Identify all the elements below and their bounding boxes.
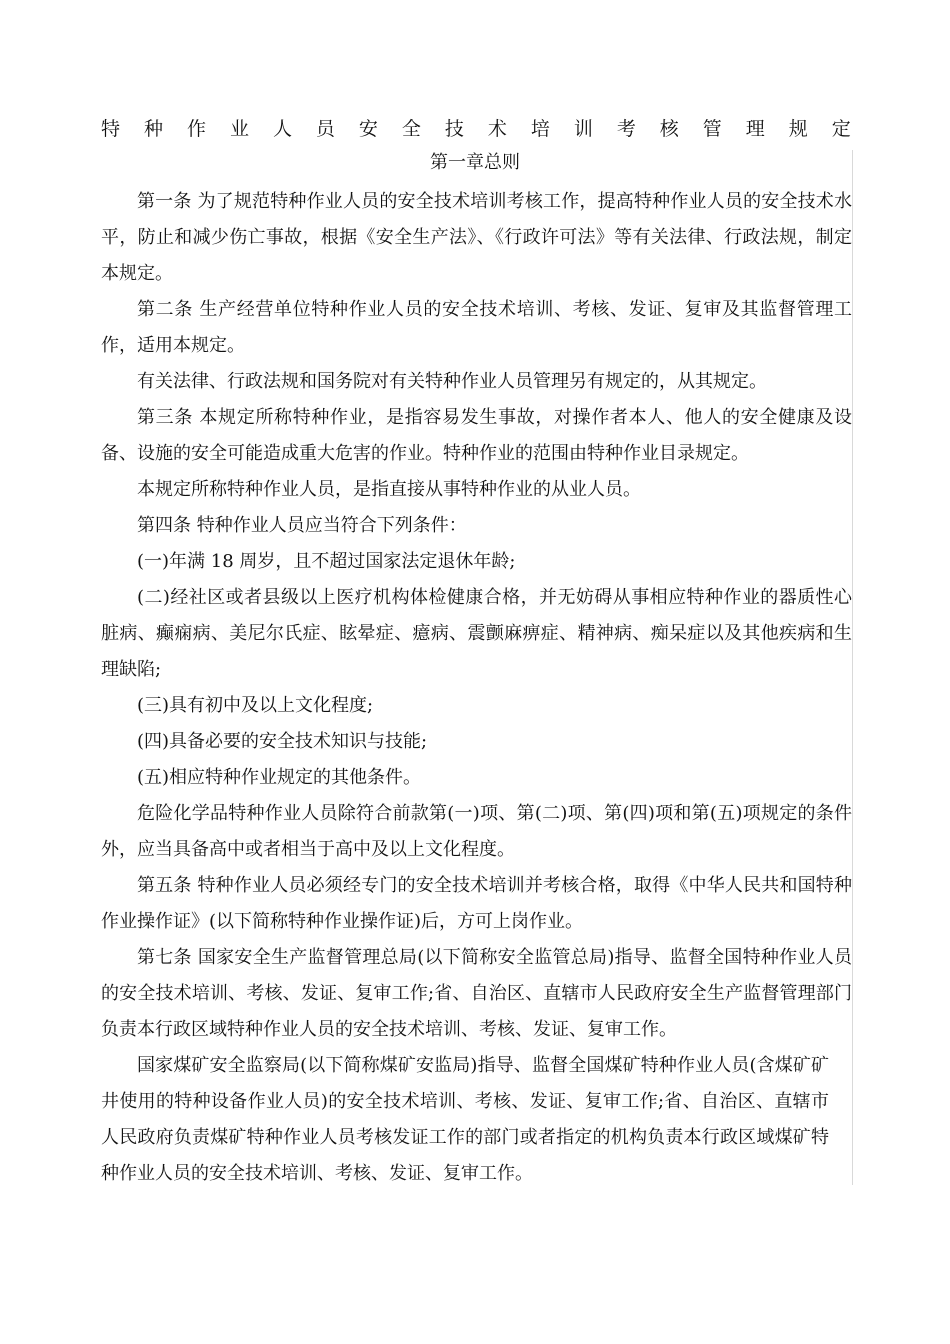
title-character: 特: [101, 118, 121, 140]
paragraph-article-1: 第一条 为了规范特种作业人员的安全技术培训考核工作，提高特种作业人员的安全技术水平，防止和减少伤亡事故，根据《安全生产法》、《行政许可法》等有关法律、行政法规，制定本规定。: [101, 191, 852, 284]
title-character: 业: [229, 118, 249, 140]
title-character: 安: [358, 118, 378, 140]
title-character: 技: [444, 118, 464, 140]
title-character: 训: [573, 118, 593, 140]
title-character: 定: [831, 118, 851, 140]
paragraph-article-5: 第五条 特种作业人员必须经专门的安全技术培训并考核合格，取得《中华人民共和国特种作业操作证》(以下简称特种作业操作证)后，方可上岗作业。: [101, 875, 852, 932]
title-character: 种: [143, 118, 163, 140]
paragraph-condition-5: (五)相应特种作业规定的其他条件。: [137, 767, 422, 788]
paragraph-article-2-note: 有关法律、行政法规和国务院对有关特种作业人员管理另有规定的，从其规定。: [137, 371, 767, 392]
paragraph-condition-1: (一)年满 18 周岁，且不超过国家法定退休年龄;: [137, 551, 516, 572]
title-character: 考: [616, 118, 636, 140]
paragraph-article-4: 第四条 特种作业人员应当符合下列条件：: [137, 515, 467, 536]
paragraph-condition-3: (三)具有初中及以上文化程度;: [137, 695, 374, 716]
paragraph-article-2: 第二条 生产经营单位特种作业人员的安全技术培训、考核、发证、复审及其监督管理工作，适用本规定。: [101, 299, 852, 356]
title-character: 管: [702, 118, 722, 140]
title-character: 核: [659, 118, 679, 140]
document-title: [101, 116, 851, 142]
page-margin-rule: [852, 150, 853, 1185]
title-character: 员: [315, 118, 335, 140]
document-body: [101, 184, 852, 1192]
title-character: 全: [401, 118, 421, 140]
chapter-heading: 第一章总则: [430, 152, 520, 173]
paragraph-condition-2: (二)经社区或者县级以上医疗机构体检健康合格，并无妨碍从事相应特种作业的器质性心脏病、癫痫病、美尼尔氏症、眩晕症、癔病、震颤麻痹症、精神病、痴呆症以及其他疾病和生理缺陷;: [101, 587, 852, 680]
paragraph-condition-4: (四)具备必要的安全技术知识与技能;: [137, 731, 428, 752]
title-character: 作: [186, 118, 206, 140]
paragraph-article-3-note: 本规定所称特种作业人员，是指直接从事特种作业的从业人员。: [137, 479, 641, 500]
title-character: 人: [272, 118, 292, 140]
title-character: 规: [788, 118, 808, 140]
paragraph-hazardous-chemicals: 危险化学品特种作业人员除符合前款第(一)项、第(二)项、第(四)项和第(五)项规定的条件外，应当具备高中或者相当于高中及以上文化程度。: [101, 803, 852, 860]
paragraph-article-7-coal: 国家煤矿安全监察局(以下简称煤矿安监局)指导、监督全国煤矿特种作业人员(含煤矿矿井使用的特种设备作业人员)的安全技术培训、考核、发证、复审工作;省、自治区、直辖市人民政府负责煤矿特种作业人员考核发证工作的部门或者指定的机构负责本行政区域煤矿特种作业人员的安全技术培训、考核、发证、复审工作。: [101, 1055, 829, 1184]
title-character: 培: [530, 118, 550, 140]
paragraph-article-3: 第三条 本规定所称特种作业，是指容易发生事故，对操作者本人、他人的安全健康及设备、设施的安全可能造成重大危害的作业。特种作业的范围由特种作业目录规定。: [101, 407, 852, 464]
title-character: 理: [745, 118, 765, 140]
paragraph-article-7: 第七条 国家安全生产监督管理总局(以下简称安全监管总局)指导、监督全国特种作业人员的安全技术培训、考核、发证、复审工作;省、自治区、直辖市人民政府安全生产监督管理部门负责本行政区域特种作业人员的安全技术培训、考核、发证、复审工作。: [101, 947, 852, 1040]
title-character: 术: [487, 118, 507, 140]
